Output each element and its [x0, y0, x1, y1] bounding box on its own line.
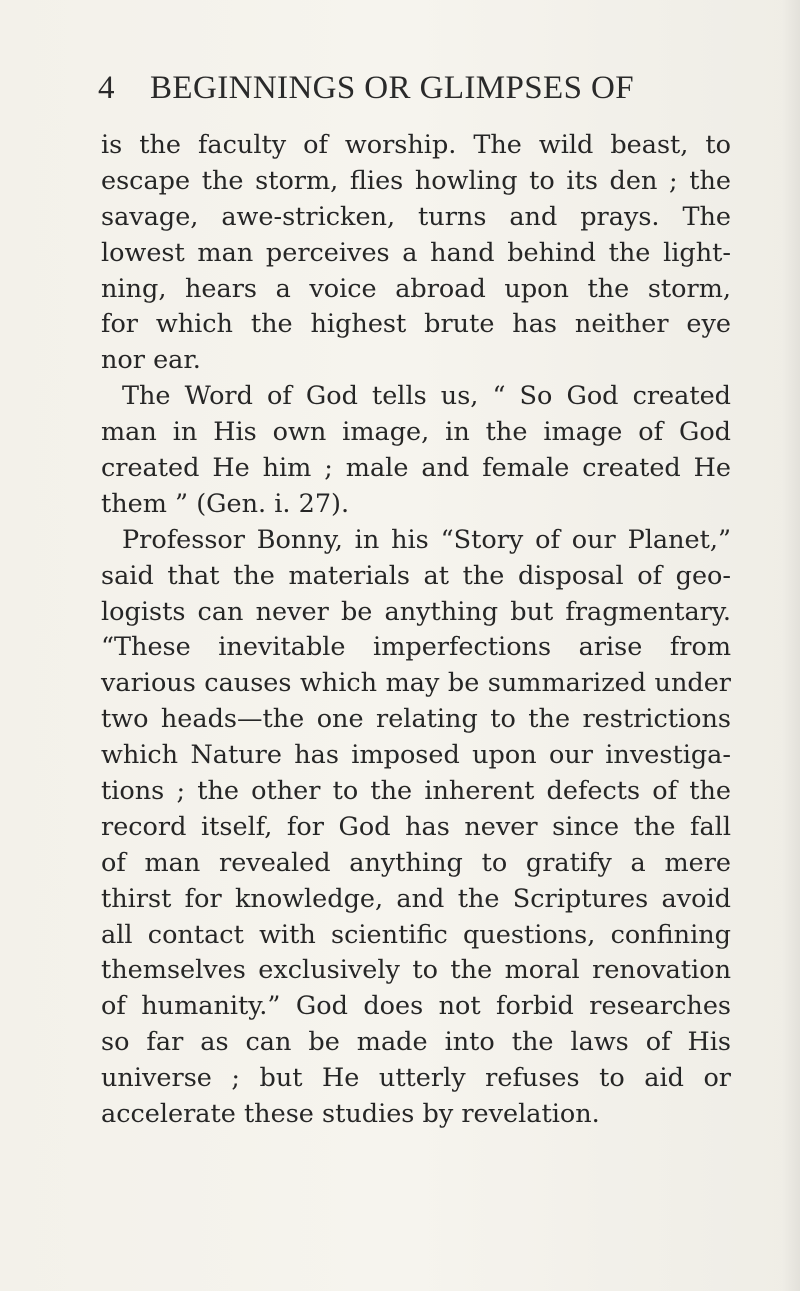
text-line: “These inevitable imperfections arise from	[101, 632, 731, 663]
text-line: nor ear.	[101, 345, 201, 376]
text-line: The Word of God tells us, “ So God created	[122, 381, 731, 412]
text-line: various causes which may be summarized under	[101, 668, 731, 699]
text-line: themselves exclusively to the moral renovation	[101, 955, 731, 986]
text-line: said that the materials at the disposal of geo-	[101, 560, 731, 591]
running-head	[98, 70, 698, 107]
text-line: lowest man perceives a hand behind the light-	[101, 237, 731, 268]
text-line: for which the highest brute has neither eye	[101, 309, 731, 340]
page-number: 4	[98, 70, 115, 106]
text-line: thirst for knowledge, and the Scriptures avoid	[101, 883, 731, 914]
text-line: accelerate these studies by revelation.	[101, 1099, 600, 1130]
text-line: of humanity.” God does not forbid researches	[101, 991, 731, 1022]
text-line: ning, hears a voice abroad upon the storm,	[101, 273, 731, 304]
text-line: record itself, for God has never since the fall	[101, 811, 731, 842]
text-line: Professor Bonny, in his “Story of our Planet,”	[122, 524, 731, 555]
text-line: created He him ; male and female created He	[101, 453, 731, 484]
text-line: logists can never be anything but fragmentary.	[101, 596, 731, 627]
running-title: BEGINNINGS OR GLIMPSES OF	[150, 70, 634, 106]
text-line: so far as can be made into the laws of His	[101, 1027, 731, 1058]
text-line: universe ; but He utterly refuses to aid or	[101, 1063, 731, 1094]
text-line: two heads—the one relating to the restrictions	[101, 704, 731, 735]
text-line: them ” (Gen. i. 27).	[101, 488, 350, 519]
text-line: escape the storm, flies howling to its den ; the	[101, 165, 731, 196]
text-line: savage, awe-stricken, turns and prays. The	[101, 201, 731, 232]
text-line: man in His own image, in the image of God	[101, 417, 731, 448]
text-line: is the faculty of worship. The wild beast, to	[101, 130, 731, 160]
text-line: which Nature has imposed upon our investiga-	[101, 740, 731, 771]
text-line: all contact with scientific questions, confining	[101, 919, 731, 950]
page-edge-shadow	[782, 0, 800, 1291]
text-line: tions ; the other to the inherent defects of the	[101, 776, 731, 807]
text-line: of man revealed anything to gratify a mere	[101, 847, 731, 878]
body-text	[101, 128, 731, 1133]
